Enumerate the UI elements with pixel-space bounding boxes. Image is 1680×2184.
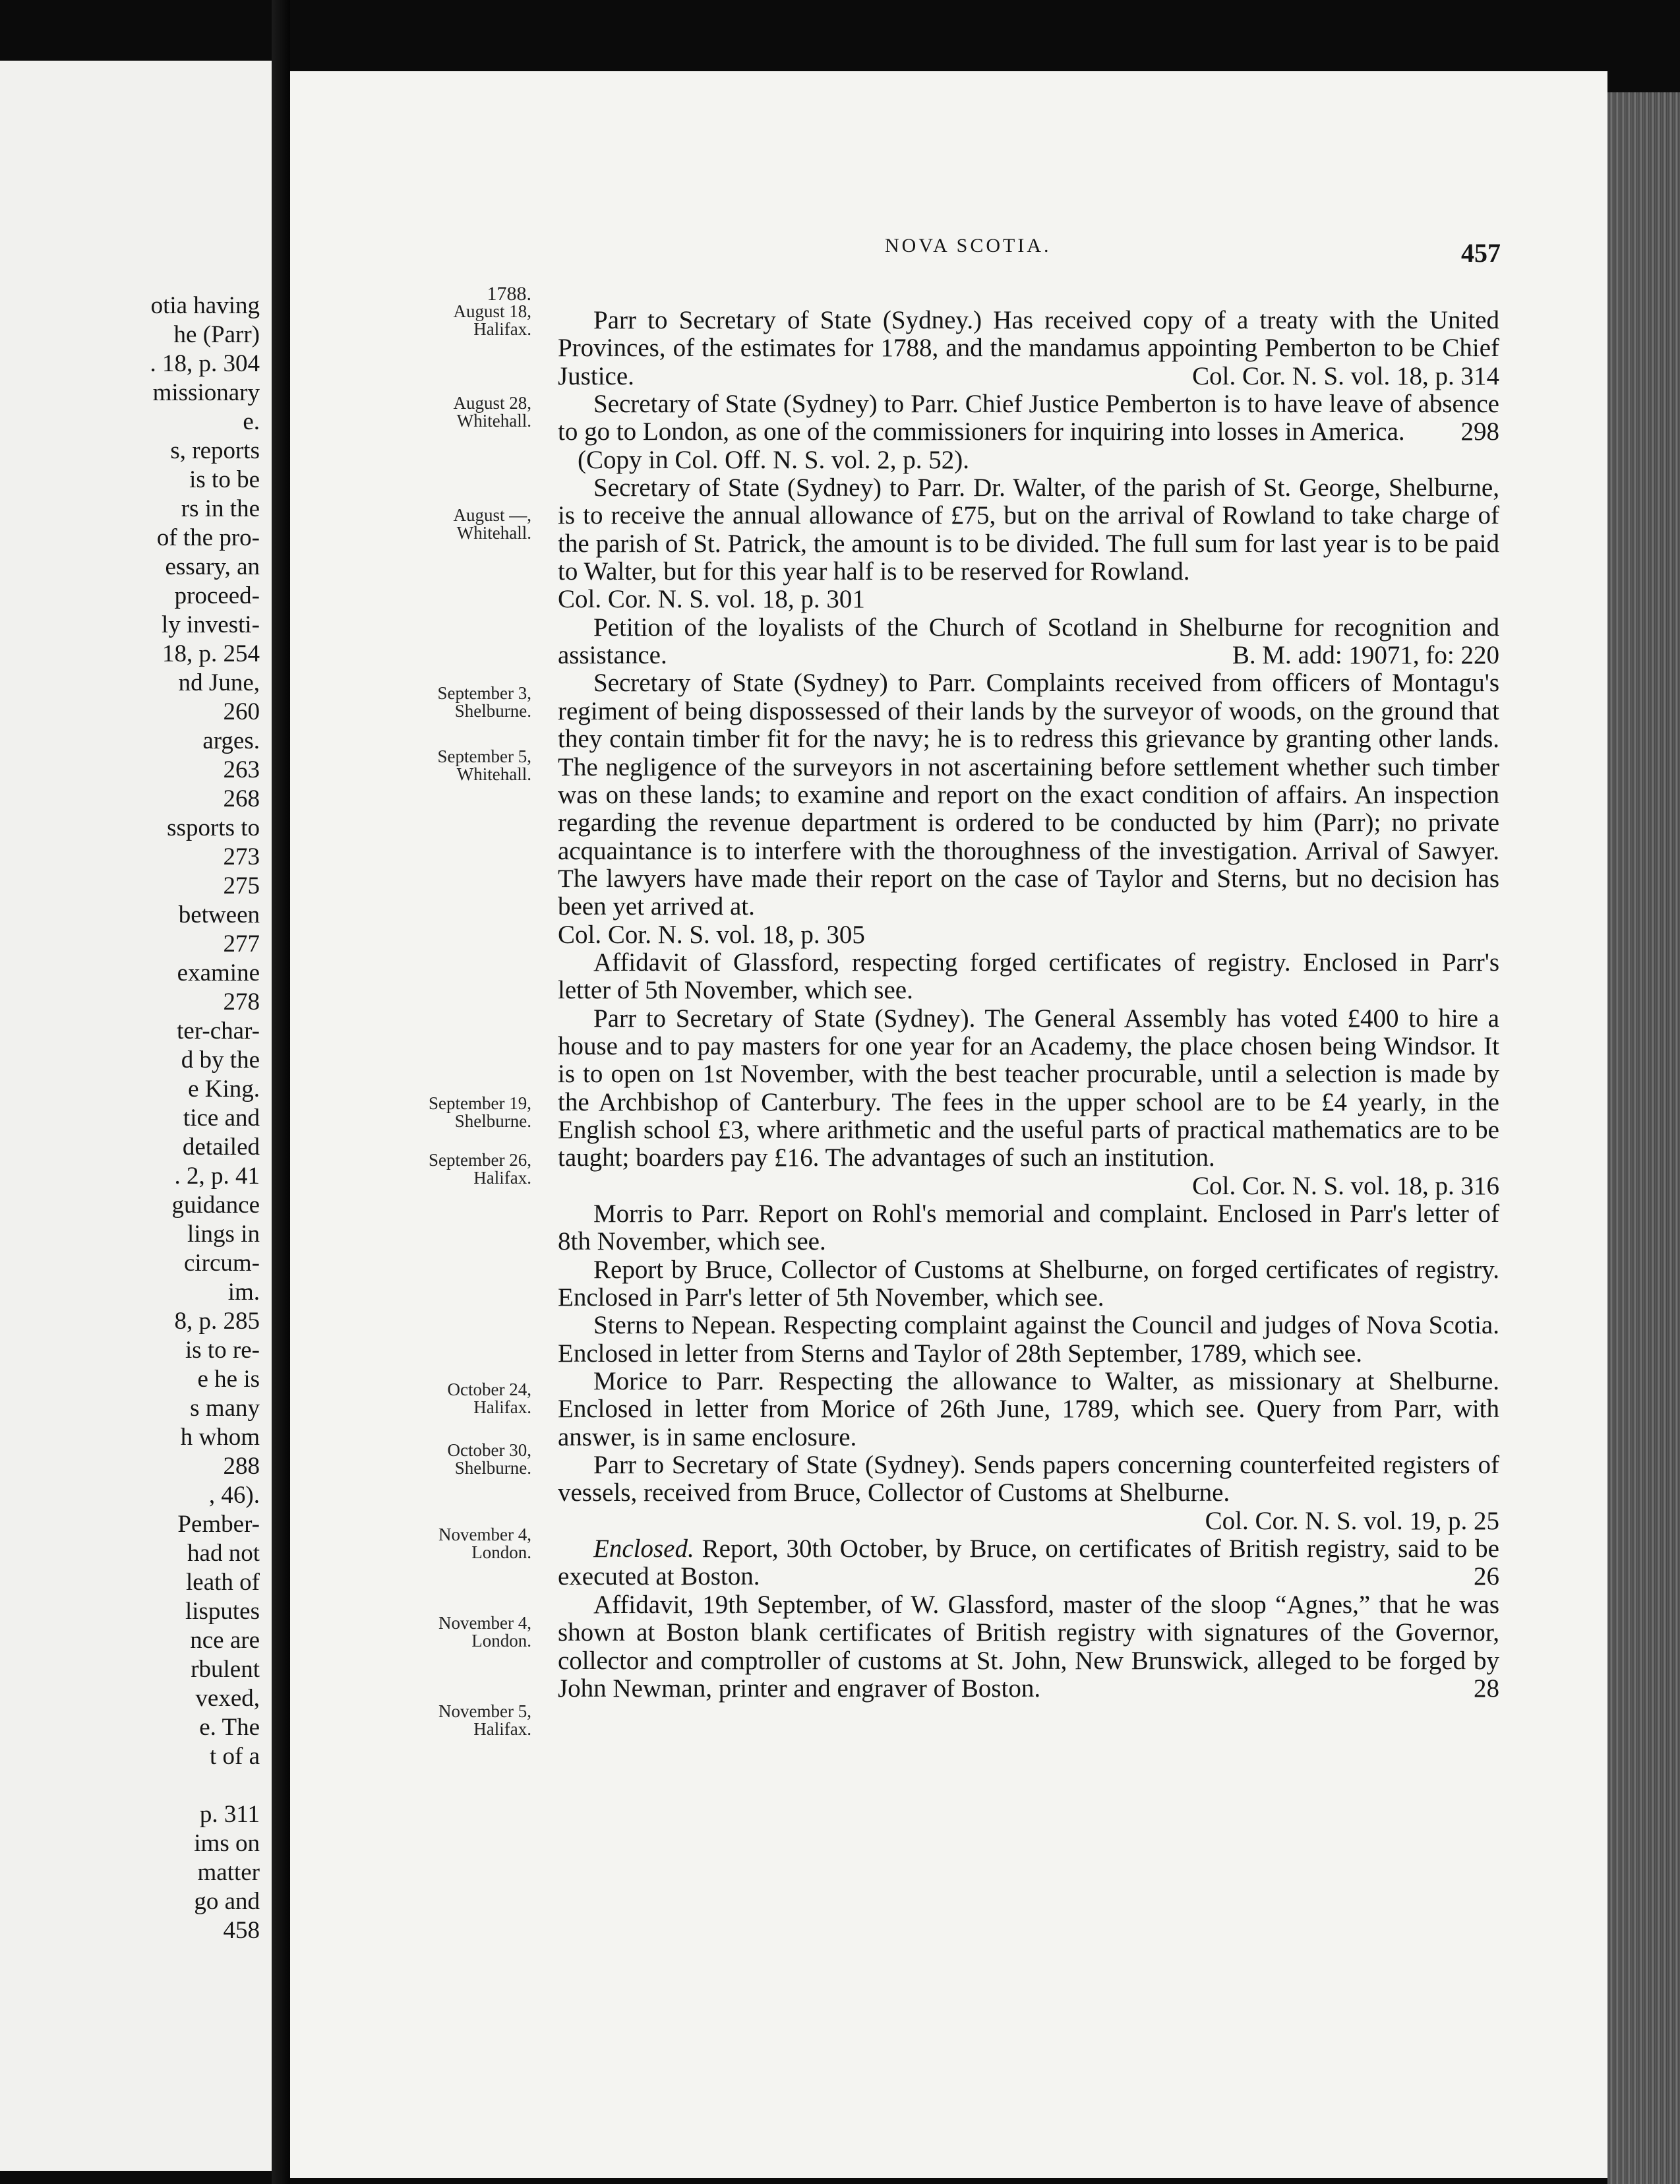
facing-page-line: nce are	[190, 1627, 260, 1654]
entry	[558, 1312, 1499, 1368]
facing-page-line: 275	[223, 872, 260, 899]
facing-page-line: h whom	[180, 1424, 260, 1451]
date-place: Whitehall.	[456, 523, 531, 543]
date-day: August —,	[453, 505, 531, 525]
facing-page-line: rbulent	[191, 1656, 260, 1683]
facing-page-line: 278	[223, 988, 260, 1016]
entry-reference: Col. Cor. N. S. vol. 18, p. 316	[1192, 1171, 1499, 1200]
facing-page-line: e.	[243, 408, 260, 435]
facing-page-line: 273	[223, 843, 260, 870]
entry-text: Sterns to Nepean. Respecting complaint against the Council and judges of Nova Scotia. Enclosed in letter from Sterns and Taylor of 28th September, 1789, which see.	[558, 1311, 1499, 1368]
facing-page-line: arges.	[202, 727, 260, 754]
facing-page-line: ssports to	[167, 814, 260, 841]
entry-reference: Col. Cor. N. S. vol. 18, p. 301	[558, 585, 865, 614]
facing-page-line: e. The	[199, 1714, 260, 1741]
facing-page-line: of the pro-	[156, 524, 260, 551]
facing-page-line: d by the	[181, 1046, 260, 1074]
date-day: September 5,	[437, 746, 531, 766]
entry	[558, 1256, 1499, 1312]
margin-date	[376, 1703, 531, 1738]
facing-page-line: missionary	[152, 379, 260, 406]
date-day: November 4,	[438, 1613, 531, 1633]
date-place: Shelburne.	[454, 1458, 531, 1478]
facing-page-line: im.	[227, 1279, 260, 1306]
facing-page-line: 458	[223, 1917, 260, 1944]
facing-page-line: 263	[223, 756, 260, 783]
entry	[558, 1005, 1499, 1200]
copy-note-text: (Copy in Col. Off. N. S. vol. 2, p. 52).	[578, 445, 970, 474]
entry-reference: Col. Cor. N. S. vol. 18, p. 314	[1192, 361, 1499, 390]
entry	[558, 390, 1499, 446]
entry-text: Report by Bruce, Collector of Customs at Shelburne, on forged certificates of registry. Enclosed in Parr's letter of 5th November, which see.	[558, 1255, 1499, 1312]
facing-page-fragment	[0, 61, 272, 2171]
margin-date	[376, 1614, 531, 1650]
facing-page-line: go and	[194, 1888, 260, 1915]
facing-page-line: ly investi-	[161, 611, 260, 638]
entry-reference: 298	[1460, 417, 1499, 446]
date-place: London.	[471, 1542, 531, 1562]
entry-text: Morris to Parr. Report on Rohl's memorial and complaint. Enclosed in Parr's letter of 8th November, which see.	[558, 1199, 1499, 1256]
facing-page-line: proceed-	[174, 582, 260, 609]
facing-page-line: tice and	[183, 1105, 260, 1132]
facing-page-line: 288	[223, 1453, 260, 1480]
date-place: Whitehall.	[456, 764, 531, 784]
entry-text: Report, 30th October, by Bruce, on certificates of British registry, said to be executed at Boston.	[558, 1534, 1499, 1591]
date-place: Shelburne.	[454, 701, 531, 721]
facing-page-line: Pember-	[177, 1511, 260, 1538]
facing-page-line: e King.	[188, 1076, 260, 1103]
date-place: Halifax.	[473, 1168, 531, 1188]
entry-text: Secretary of State (Sydney) to Parr. Chief Justice Pemberton is to have leave of absence to go to London, as one of the commissioners for inquiring into losses in America.	[558, 390, 1499, 446]
date-place: Halifax.	[473, 1397, 531, 1417]
entry	[558, 614, 1499, 670]
entry-copy-note	[558, 446, 1499, 474]
margin-date	[376, 1095, 531, 1130]
facing-page-line: 277	[223, 930, 260, 957]
facing-page-line: between	[178, 901, 260, 928]
facing-page-line: had not	[187, 1540, 260, 1567]
facing-page-line: he (Parr)	[173, 321, 260, 348]
entry-text: Affidavit of Glassford, respecting forged certificates of registry. Enclosed in Parr's letter of 5th November, which see.	[558, 948, 1499, 1005]
entry	[558, 669, 1499, 948]
enclosed-label: Enclosed.	[593, 1534, 694, 1563]
entry	[558, 1591, 1499, 1703]
facing-page-line: guidance	[171, 1192, 260, 1219]
entry-text: Secretary of State (Sydney) to Parr. Complaints received from officers of Montagu's regiment of being dispossessed of their lands by the surveyor of woods, on the ground that they contain timber fit for the navy; he is to redress this grievance by granting other lands. The negligence of the surveyors in not ascertaining before settlement whether such timber was on these lands; to examine and report on the exact condition of affairs. An inspection regarding the revenue department is ordered to be conducted by him (Parr); no private acquaintance is to interfere with the thoroughness of the investigation. Arrival of Sawyer. The lawyers have made their report on the case of Taylor and Sterns, but no decision has been yet arrived at.	[558, 669, 1499, 921]
date-day: November 5,	[438, 1701, 531, 1721]
date-day: October 24,	[447, 1380, 531, 1399]
margin-date	[376, 684, 531, 720]
date-day: August 18,	[453, 301, 531, 321]
margin-date	[376, 394, 531, 430]
entry-reference: 28	[1474, 1674, 1499, 1703]
entry-text: Petition of the loyalists of the Church of Scotland in Shelburne for recognition and assistance.	[558, 613, 1499, 670]
facing-page-line: detailed	[182, 1134, 260, 1161]
facing-page-line: otia having	[150, 292, 260, 319]
facing-page-line: essary, an	[165, 553, 260, 580]
facing-page-line: 268	[223, 785, 260, 812]
facing-page-line: 18, p. 254	[162, 640, 260, 667]
calendar-entries	[558, 307, 1499, 1703]
entry	[558, 1451, 1499, 1535]
facing-page-line: is to be	[189, 466, 260, 493]
date-day: September 26,	[429, 1150, 531, 1170]
date-place: Shelburne.	[454, 1111, 531, 1131]
facing-page-line: p. 311	[199, 1801, 260, 1828]
facing-page-line: 260	[223, 698, 260, 725]
facing-page-line: , 46).	[208, 1482, 260, 1509]
date-place: Halifax.	[473, 1719, 531, 1739]
page-number: 457	[1461, 238, 1501, 268]
margin-date	[376, 1526, 531, 1562]
date-day: September 3,	[437, 683, 531, 703]
margin-date	[376, 1441, 531, 1477]
date-day: August 28,	[453, 393, 531, 413]
entry-text: Affidavit, 19th September, of W. Glassford, master of the sloop “Agnes,” that he was shown at Boston blank certificates of British registry with signatures of the Governor, collector and comptroller of customs at St. John, New Brunswick, alleged to be forged by John Newman, printer and engraver of Boston.	[558, 1590, 1499, 1703]
entry-text: Parr to Secretary of State (Sydney.) Has received copy of a treaty with the United Provinces, of the estimates for 1788, and the mandamus appointing Pemberton to be Chief Justice.	[558, 306, 1499, 390]
facing-page-line: matter	[197, 1859, 260, 1886]
entry	[558, 474, 1499, 614]
facing-page-line: circum-	[183, 1250, 260, 1277]
facing-page-line: . 18, p. 304	[150, 350, 260, 377]
facing-page-line: s many	[190, 1395, 260, 1422]
entry	[558, 1535, 1499, 1591]
entry-reference: Col. Cor. N. S. vol. 18, p. 305	[558, 920, 865, 949]
entry-text: Parr to Secretary of State (Sydney). The General Assembly has voted £400 to hire a house and to pay masters for one year for an Academy, the place chosen being Windsor. It is to open on 1st November, with the best teacher procurable, until a selection is made by the Archbishop of Canterbury. The fees in the upper school are to be £4 yearly, in the English school £3, where arithmetic and the useful parts of practical mathematics are to be taught; boarders pay £16. The advantages of such an institution.	[558, 1004, 1499, 1172]
running-title: NOVA SCOTIA.	[885, 235, 1052, 257]
margin-date	[376, 1151, 531, 1187]
facing-page-line: lings in	[187, 1221, 260, 1248]
facing-page-line: examine	[177, 959, 260, 986]
facing-page-line: lisputes	[185, 1598, 260, 1625]
entry-text: Secretary of State (Sydney) to Parr. Dr. Walter, of the parish of St. George, Shelburne, is to receive the annual allowance of £75, but on the arrival of Rowland to take charge of the parish of St. Patrick, the amount is to be divided. The full sum for last year is to be paid to Walter, but for this year half is to be reserved for Rowland.	[558, 473, 1499, 586]
entry-reference: Col. Cor. N. S. vol. 19, p. 25	[1205, 1506, 1499, 1535]
date-day: November 4,	[438, 1525, 531, 1544]
margin-date	[376, 285, 531, 338]
facing-page-line: . 2, p. 41	[174, 1163, 260, 1190]
facing-page-line: ims on	[194, 1830, 260, 1857]
facing-page-line: 8, p. 285	[174, 1308, 260, 1335]
entry	[558, 1200, 1499, 1256]
page-edges	[1607, 92, 1680, 2184]
facing-page-line: nd June,	[178, 669, 260, 696]
entry-reference: 26	[1474, 1562, 1499, 1591]
date-place: London.	[471, 1631, 531, 1651]
facing-page-line: vexed,	[195, 1685, 260, 1712]
entry	[558, 949, 1499, 1005]
entry-text: Parr to Secretary of State (Sydney). Sends papers concerning counterfeited registers of vessels, received from Bruce, Collector of Customs at Shelburne.	[558, 1451, 1499, 1507]
date-year: 1788.	[487, 283, 531, 305]
date-day: September 19,	[429, 1093, 531, 1113]
facing-page-line: t of a	[209, 1743, 260, 1770]
margin-date	[376, 748, 531, 783]
facing-page-line: s, reports	[170, 437, 260, 464]
facing-page-line: ter-char-	[177, 1017, 260, 1045]
entry-text: Morice to Parr. Respecting the allowance to Walter, as missionary at Shelburne. Enclosed in letter from Morice of 26th June, 1789, which see. Query from Parr, with answer, is in same enclosure.	[558, 1367, 1499, 1451]
book-gutter	[272, 0, 290, 2184]
entry-reference: B. M. add: 19071, fo: 220	[1232, 641, 1499, 670]
date-place: Whitehall.	[456, 411, 531, 431]
date-day: October 30,	[447, 1440, 531, 1460]
margin-date	[376, 1381, 531, 1416]
entry	[558, 307, 1499, 390]
margin-date	[376, 506, 531, 542]
facing-page-line: is to re-	[185, 1337, 260, 1364]
facing-page-line: rs in the	[181, 495, 260, 522]
facing-page-line: e he is	[197, 1366, 260, 1393]
date-place: Halifax.	[473, 319, 531, 339]
entry	[558, 1368, 1499, 1451]
facing-page-line: leath of	[186, 1569, 260, 1596]
